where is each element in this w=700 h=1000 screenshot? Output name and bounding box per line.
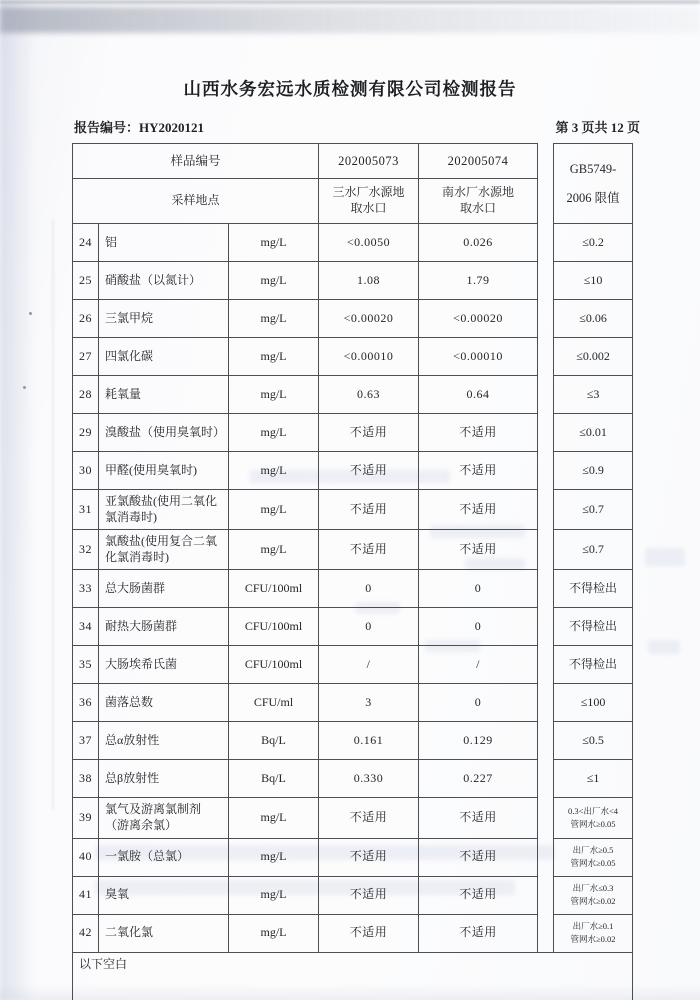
parameter-name: 溴酸盐（使用臭氧时）	[99, 414, 229, 452]
parameter-name: 耗氧量	[99, 376, 229, 414]
sample2-value: 0.026	[419, 224, 538, 262]
sample1-value: 0	[319, 608, 419, 646]
blank-footer-row	[73, 952, 633, 1000]
parameter-name: 硝酸盐（以氮计）	[99, 262, 229, 300]
limit-value: ≤0.002	[554, 338, 633, 376]
parameter-name: 总β放射性	[99, 760, 229, 798]
sample2-value: 不适用	[419, 530, 538, 570]
limit-value: ≤1	[554, 760, 633, 798]
scan-speck	[29, 312, 32, 315]
unit: CFU/100ml	[229, 570, 319, 608]
row-number: 31	[73, 490, 99, 530]
sample1-value: 不适用	[319, 838, 419, 876]
limit-value: ≤0.06	[554, 300, 633, 338]
row-number: 39	[73, 798, 99, 838]
standard-limit-label: 2006 限值	[566, 190, 620, 205]
row-number: 36	[73, 684, 99, 722]
sample2-id: 202005074	[419, 144, 538, 179]
limit-value: 不得检出	[554, 608, 633, 646]
parameter-name: 耐热大肠菌群	[99, 608, 229, 646]
unit: Bq/L	[229, 760, 319, 798]
standard-limit-header	[554, 144, 633, 224]
row-number: 41	[73, 876, 99, 914]
sample-id-header: 样品编号	[73, 144, 319, 179]
report-number-label: 报告编号：	[74, 120, 140, 135]
row-number: 38	[73, 760, 99, 798]
unit: mg/L	[229, 262, 319, 300]
parameter-name: 氯酸盐(使用复合二氧化氯消毒时)	[99, 530, 229, 570]
sample2-value: 不适用	[419, 876, 538, 914]
sample1-value: <0.0050	[319, 224, 419, 262]
row-number: 34	[73, 608, 99, 646]
unit: mg/L	[229, 798, 319, 838]
sample1-value: 不适用	[319, 414, 419, 452]
sample2-value: 1.79	[419, 262, 538, 300]
sample2-value: 不适用	[419, 452, 538, 490]
row-number: 24	[73, 224, 99, 262]
limit-value: ≤0.2	[554, 224, 633, 262]
page-indicator: 第 3 页共 12 页	[555, 120, 640, 135]
unit: mg/L	[229, 452, 319, 490]
sample2-value: 不适用	[419, 414, 538, 452]
bleedthrough-line	[52, 220, 54, 810]
bleedthrough-smudge	[648, 640, 680, 654]
limit-value: ≤0.5	[554, 722, 633, 760]
parameter-name: 大肠埃希氏菌	[99, 646, 229, 684]
row-number: 25	[73, 262, 99, 300]
sample2-value: 0	[419, 608, 538, 646]
row-number: 42	[73, 914, 99, 952]
sample1-value: 0	[319, 570, 419, 608]
parameter-name: 三氯甲烷	[99, 300, 229, 338]
sample1-value: 1.08	[319, 262, 419, 300]
sample1-id: 202005073	[319, 144, 419, 179]
sample1-value: 0.161	[319, 722, 419, 760]
limit-value: 0.3<出厂水<4 管网水≥0.05	[554, 798, 633, 838]
parameter-name: 甲醛(使用臭氧时)	[99, 452, 229, 490]
sample2-value: 0.129	[419, 722, 538, 760]
sample1-value: 不适用	[319, 490, 419, 530]
standard-name: GB5749-	[569, 162, 617, 177]
sample1-value: 不适用	[319, 798, 419, 838]
row-number: 29	[73, 414, 99, 452]
table-header-row-sample-id	[73, 144, 633, 179]
sample2-value: 不适用	[419, 798, 538, 838]
report-meta-row	[74, 117, 640, 136]
sample2-value: 0	[419, 570, 538, 608]
sample1-value: /	[319, 646, 419, 684]
sample1-value: 3	[319, 684, 419, 722]
scan-left-wash	[0, 0, 36, 1000]
scan-shadow-band	[0, 7, 700, 33]
sample2-value: 不适用	[419, 838, 538, 876]
sample2-location: 南水厂水源地取水口	[419, 179, 538, 224]
unit: CFU/100ml	[229, 646, 319, 684]
unit: mg/L	[229, 530, 319, 570]
sample1-value: 0.330	[319, 760, 419, 798]
scan-speck	[23, 386, 26, 389]
row-number: 32	[73, 530, 99, 570]
limit-value: 出厂水≥0.5 管网水≥0.05	[554, 838, 633, 876]
limit-value: ≤0.7	[554, 490, 633, 530]
parameter-name: 菌落总数	[99, 684, 229, 722]
parameter-name: 臭氧	[99, 876, 229, 914]
sample1-value: 不适用	[319, 452, 419, 490]
limit-value: 出厂水≥0.1 管网水≥0.02	[554, 914, 633, 952]
results-table-wrap	[72, 143, 633, 1000]
sample2-value: /	[419, 646, 538, 684]
sample2-value: 0	[419, 684, 538, 722]
sample2-value: 不适用	[419, 914, 538, 952]
unit: mg/L	[229, 838, 319, 876]
row-number: 33	[73, 570, 99, 608]
sample1-value: 不适用	[319, 914, 419, 952]
report-number	[74, 117, 204, 136]
row-number: 37	[73, 722, 99, 760]
row-number: 30	[73, 452, 99, 490]
sample1-value: <0.00020	[319, 300, 419, 338]
row-number: 27	[73, 338, 99, 376]
sample1-location: 三水厂水源地取水口	[319, 179, 419, 224]
parameter-name: 铝	[99, 224, 229, 262]
limit-value: 不得检出	[554, 646, 633, 684]
limit-value: ≤3	[554, 376, 633, 414]
parameter-name: 亚氯酸盐(使用二氧化氯消毒时)	[99, 490, 229, 530]
sample2-value: 0.64	[419, 376, 538, 414]
parameter-name: 总大肠菌群	[99, 570, 229, 608]
scan-edge-shadow	[0, 0, 700, 4]
results-body	[73, 144, 633, 1000]
unit: mg/L	[229, 490, 319, 530]
row-number: 40	[73, 838, 99, 876]
row-number: 26	[73, 300, 99, 338]
limit-value: ≤0.9	[554, 452, 633, 490]
blank-note: 以下空白	[73, 952, 633, 1000]
sample1-value: 不适用	[319, 876, 419, 914]
unit: mg/L	[229, 224, 319, 262]
parameter-name: 四氯化碳	[99, 338, 229, 376]
separator-column	[538, 144, 554, 953]
limit-value: ≤10	[554, 262, 633, 300]
row-number: 35	[73, 646, 99, 684]
unit: mg/L	[229, 414, 319, 452]
limit-value: 出厂水≤0.3 管网水≥0.02	[554, 876, 633, 914]
limit-value: ≤0.01	[554, 414, 633, 452]
limit-value: ≤0.7	[554, 530, 633, 570]
limit-value: 不得检出	[554, 570, 633, 608]
parameter-name: 氯气及游离氯制剂（游离余氯）	[99, 798, 229, 838]
bleedthrough-smudge	[645, 548, 685, 566]
unit: mg/L	[229, 914, 319, 952]
results-table	[72, 143, 633, 1000]
unit: CFU/ml	[229, 684, 319, 722]
limit-value: ≤100	[554, 684, 633, 722]
sample2-value: <0.00010	[419, 338, 538, 376]
report-number-value: HY2020121	[139, 120, 205, 135]
row-number: 28	[73, 376, 99, 414]
sample1-value: 0.63	[319, 376, 419, 414]
unit: mg/L	[229, 376, 319, 414]
unit: mg/L	[229, 338, 319, 376]
parameter-name: 总α放射性	[99, 722, 229, 760]
unit: CFU/100ml	[229, 608, 319, 646]
unit: Bq/L	[229, 722, 319, 760]
parameter-name: 一氯胺（总氯）	[99, 838, 229, 876]
sample1-value: 不适用	[319, 530, 419, 570]
unit: mg/L	[229, 300, 319, 338]
sample1-value: <0.00010	[319, 338, 419, 376]
sample2-value: 0.227	[419, 760, 538, 798]
unit: mg/L	[229, 876, 319, 914]
sample2-value: 不适用	[419, 490, 538, 530]
page-title: 山西水务宏远水质检测有限公司检测报告	[183, 79, 517, 99]
sample2-value: <0.00020	[419, 300, 538, 338]
sampling-location-header: 采样地点	[73, 179, 319, 224]
parameter-name: 二氧化氯	[99, 914, 229, 952]
